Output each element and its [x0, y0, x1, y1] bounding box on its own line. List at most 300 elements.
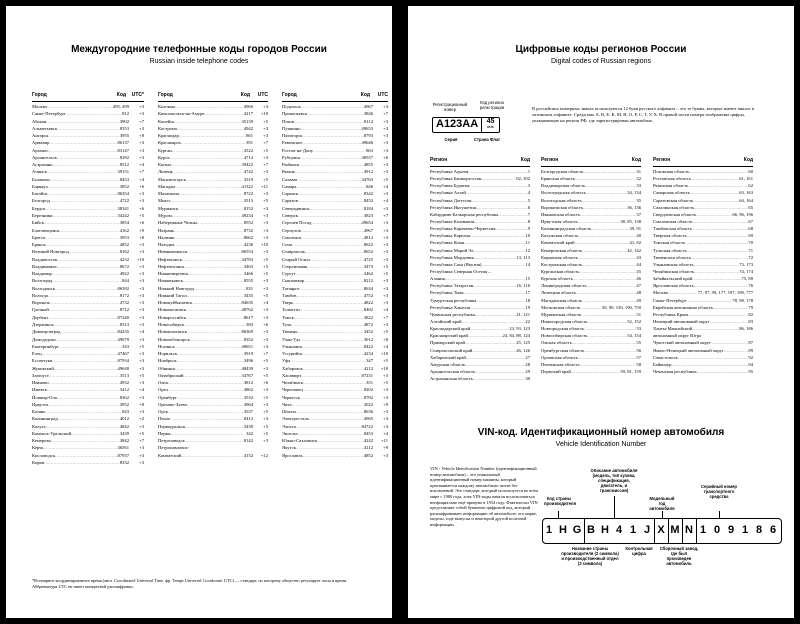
region-code: 74, 174: [739, 268, 753, 274]
phone-code-row: [158, 147, 268, 154]
region-code: 95: [748, 368, 753, 374]
region-column-3: [653, 157, 753, 382]
phone-code: 4234: [363, 351, 373, 357]
dot-leader: [587, 282, 637, 289]
phone-code: 49653: [361, 125, 373, 131]
dot-leader: [300, 154, 361, 161]
dot-leader: [44, 459, 120, 466]
region-code: 64, 164: [739, 197, 753, 203]
phone-code-row: [158, 379, 268, 386]
region-code-row: [541, 275, 641, 282]
region-name: Волгоградская область: [541, 190, 586, 196]
city-name: Новороссийск: [158, 314, 187, 320]
phone-code-row: [282, 103, 388, 110]
dot-leader: [468, 168, 527, 175]
phone-code: 4812: [363, 234, 373, 240]
phone-code: 87240: [117, 314, 129, 320]
phone-code-row: [32, 285, 144, 292]
city-name: Махачкала: [158, 191, 180, 197]
utc-offset: +3: [383, 169, 388, 175]
region-name: Калининградская область: [541, 226, 592, 232]
region-name: Нижегородская область: [541, 318, 588, 324]
region-name: Республика Хакасия: [430, 304, 470, 310]
region-code-row: [541, 268, 641, 275]
utc-offset: +3: [263, 169, 268, 175]
city-name: Стерлитамак: [282, 263, 308, 269]
region-code-row: [541, 354, 641, 361]
connector-line: [558, 511, 559, 518]
dot-leader: [299, 161, 364, 168]
region-code-row: [541, 311, 641, 318]
region-code-row: [430, 354, 530, 361]
dot-leader: [301, 125, 362, 132]
utc-offset: +3: [383, 227, 388, 233]
vin-character: 9: [727, 524, 735, 536]
region-code: 38, 85, 138: [620, 218, 641, 224]
phone-code: 3513: [119, 372, 129, 378]
region-code-row: [653, 282, 753, 289]
phone-code: 4732: [119, 300, 129, 306]
phone-code: 4742: [243, 169, 253, 175]
dot-leader: [168, 408, 244, 415]
phone-code-row: [158, 118, 268, 125]
region-code-row: [430, 297, 530, 304]
utc-offset: +3: [383, 423, 388, 429]
dot-leader: [481, 175, 516, 182]
dot-leader: [174, 227, 244, 234]
region-code: 23, 93, 123: [509, 326, 530, 332]
city-name: Рязань: [282, 169, 295, 175]
region-code-row: [541, 182, 641, 189]
phone-code-row: [282, 118, 388, 125]
dot-leader: [46, 118, 120, 125]
dot-leader: [303, 386, 364, 393]
city-name: Пермь: [158, 430, 171, 436]
region-code: 10: [525, 233, 530, 239]
city-name: Череповец: [282, 387, 303, 393]
dot-leader: [582, 197, 637, 204]
region-code-row: [430, 289, 530, 296]
city-name: Норильск: [158, 351, 178, 357]
utc-offset: +2: [139, 416, 144, 422]
phone-code: 3496: [243, 358, 253, 364]
city-name: Бийск: [32, 220, 44, 226]
dot-leader: [171, 197, 244, 204]
phone-code: 3852: [119, 183, 129, 189]
region-name: Свердловская область: [653, 211, 697, 217]
dot-leader: [584, 325, 636, 332]
region-name: Московская область: [541, 304, 581, 310]
phone-code-row: [158, 176, 268, 183]
phone-code-row: [32, 219, 144, 226]
phone-column-2: [158, 92, 268, 466]
city-name: Первоуральск: [158, 423, 186, 429]
region-name: Республика Карачаево-Черкессия: [430, 226, 496, 232]
dot-leader: [298, 430, 364, 437]
utc-offset: +3: [383, 452, 388, 458]
region-code-row: [541, 247, 641, 254]
city-name: Ангарск: [32, 133, 49, 139]
region-code: 3: [527, 183, 530, 189]
region-name: Самарская область: [653, 190, 690, 196]
region-code-row: [653, 318, 753, 325]
dot-leader: [301, 103, 364, 110]
plate-country-label: Страна Флаг: [473, 137, 501, 142]
dot-leader: [691, 254, 749, 261]
city-name: Пенза: [158, 416, 170, 422]
phone-code: 3463: [243, 263, 253, 269]
dot-leader: [304, 277, 364, 284]
utc-offset: +4: [139, 176, 144, 182]
region-code-row: [541, 304, 641, 311]
phone-code-row: [282, 248, 388, 255]
phone-code: 4217: [243, 111, 253, 117]
phone-code-row: [282, 227, 388, 234]
city-name: Великий Новгород: [32, 249, 69, 255]
phone-code: 4752: [363, 292, 373, 298]
region-name: Новосибирская область: [541, 333, 588, 339]
region-code: 51: [636, 311, 641, 317]
dot-leader: [587, 332, 627, 339]
phone-code: 84235: [117, 329, 129, 335]
dot-leader: [465, 361, 525, 368]
dot-leader: [473, 282, 516, 289]
region-name: Республика Марий Эл: [430, 247, 474, 253]
region-code-row: [653, 254, 753, 261]
region-name: Тульская область: [653, 247, 687, 253]
region-code: 83: [748, 318, 753, 324]
city-name: Астрахань: [32, 162, 53, 168]
city-name: Керчь: [32, 445, 44, 451]
phone-code-row: [158, 241, 268, 248]
phone-code-row: [282, 336, 388, 343]
dot-leader: [296, 423, 362, 430]
dot-leader: [49, 379, 120, 386]
phone-code: 3513: [243, 198, 253, 204]
phone-code: 3462: [363, 271, 373, 277]
city-name: Каменск-Уральский: [32, 430, 72, 436]
phone-code: 351: [366, 380, 373, 386]
dot-leader: [579, 268, 636, 275]
phone-code: 49679: [117, 336, 129, 342]
utc-offset: +3: [139, 394, 144, 400]
city-name: Златоуст: [32, 372, 49, 378]
dot-leader: [690, 189, 739, 196]
plate-series-label: Серия: [444, 137, 458, 142]
phone-code-row: [282, 176, 388, 183]
city-name: Рубцовск: [282, 154, 301, 160]
city-name: Уссурийск: [282, 351, 303, 357]
phone-column-1: [32, 92, 144, 466]
dot-leader: [685, 239, 748, 246]
city-name: Елец: [32, 351, 42, 357]
phone-code: 3466: [243, 271, 253, 277]
region-name: Ставропольский край: [430, 347, 473, 353]
dot-leader: [470, 232, 525, 239]
dot-leader: [466, 354, 526, 361]
region-name: Республика Мордовия: [430, 254, 474, 260]
phone-code: 3854: [119, 220, 129, 226]
city-name: Нижневартовск: [158, 271, 189, 277]
dot-leader: [57, 256, 120, 263]
region-name: Республика Башкортостан: [430, 176, 482, 182]
phone-code: 8332: [119, 460, 129, 466]
dot-leader: [298, 197, 364, 204]
utc-offset: +3: [383, 133, 388, 139]
region-name: Ленинградская область: [541, 283, 587, 289]
utc-offset: +4: [263, 300, 268, 306]
region-code: 57: [636, 354, 641, 360]
region-code-row: [430, 247, 530, 254]
phone-code: 844: [122, 278, 129, 284]
dot-leader: [496, 225, 528, 232]
utc-offset: +7: [383, 111, 388, 117]
city-name: Екатеринбург: [32, 343, 59, 349]
region-list-2: [541, 168, 641, 375]
dot-leader: [69, 248, 120, 255]
city-name: Архангельск: [32, 154, 57, 160]
phone-code-row: [158, 190, 268, 197]
utc-offset: +5: [263, 394, 268, 400]
dot-leader: [303, 350, 364, 357]
phone-code: 8184: [363, 205, 373, 211]
phone-code: 34767: [241, 372, 253, 378]
region-name: Ростовская область: [653, 176, 691, 182]
dot-leader: [689, 168, 748, 175]
region-code-row: [653, 197, 753, 204]
region-name: Хабаровский край: [430, 354, 466, 360]
phone-code: 3952: [119, 401, 129, 407]
city-name: Ростов-на-Дону: [282, 147, 314, 153]
dot-leader: [52, 357, 117, 364]
region-code: 34, 134: [627, 190, 641, 196]
utc-offset: +5: [139, 430, 144, 436]
phone-code-row: [158, 350, 268, 357]
phone-code: 3537: [243, 409, 253, 415]
utc-offset: +3: [383, 205, 388, 211]
utc-offset: +3: [139, 278, 144, 284]
dot-leader: [49, 306, 120, 313]
region-code-row: [541, 361, 641, 368]
phone-code-row: [282, 299, 388, 306]
dot-leader: [186, 314, 244, 321]
vin-character: 1: [545, 524, 553, 536]
region-code: 43: [636, 254, 641, 260]
dot-leader: [175, 103, 244, 110]
region-code-row: [430, 261, 530, 268]
utc-offset: +3: [263, 125, 268, 131]
phone-code: 47467: [117, 351, 129, 357]
phone-code: 34763: [361, 176, 373, 182]
phone-code-row: [282, 147, 388, 154]
city-name: Улан-Удэ: [282, 336, 301, 342]
phone-code-row: [282, 285, 388, 292]
phone-code-row: [282, 270, 388, 277]
right-page: [408, 6, 794, 618]
region-code: 13, 113: [516, 254, 530, 260]
dot-leader: [47, 190, 117, 197]
phone-code: 3022: [363, 401, 373, 407]
dot-leader: [573, 275, 637, 282]
city-name: Вологда: [32, 292, 48, 298]
city-name: Кисловодск: [32, 452, 56, 458]
utc-offset: +3: [139, 111, 144, 117]
utc-offset: +3: [263, 220, 268, 226]
dot-leader: [290, 357, 366, 364]
dot-leader: [46, 423, 120, 430]
phone-code-row: [282, 263, 388, 270]
region-name: Пензенская область: [541, 361, 580, 367]
city-name: Дербент: [32, 314, 49, 320]
city-name: Волгодонск: [32, 285, 55, 291]
phone-code: 3439: [119, 430, 129, 436]
utc-offset: +3: [263, 227, 268, 233]
region-code: 46: [636, 276, 641, 282]
dot-leader: [42, 350, 118, 357]
city-name: Саранск: [282, 191, 299, 197]
phone-code: 8672: [119, 263, 129, 269]
phone-code: 8453: [363, 430, 373, 436]
dot-leader: [55, 452, 117, 459]
phone-code-row: [158, 197, 268, 204]
city-name: Хасавюрт: [282, 372, 302, 378]
region-code: 59, 81, 159: [620, 368, 641, 374]
dot-leader: [178, 205, 244, 212]
dot-leader: [296, 270, 364, 277]
dot-leader: [692, 325, 739, 332]
utc-offset: +3: [263, 133, 268, 139]
dot-leader: [186, 176, 244, 183]
dot-leader: [298, 190, 364, 197]
region-name: Орловская область: [541, 354, 578, 360]
city-name: Якутск: [282, 445, 296, 451]
dot-leader: [470, 325, 509, 332]
city-name: Новокуйбышевск: [158, 300, 193, 306]
dot-leader: [474, 254, 517, 261]
city-name: Сыктывкар: [282, 278, 305, 284]
phone-code-row: [282, 350, 388, 357]
dot-leader: [580, 304, 602, 311]
city-name: Димитровград: [32, 329, 61, 335]
city-name: Новосибирск: [158, 321, 185, 327]
utc-offset: +8: [139, 401, 144, 407]
region-name: Томская область: [653, 240, 686, 246]
city-name: Магнитогорск: [158, 176, 186, 182]
city-name: Тверь: [282, 300, 294, 306]
region-name: Костромская область: [541, 261, 583, 267]
region-code-row: [430, 332, 530, 339]
phone-code: 4855: [363, 162, 373, 168]
phone-code: 8452: [363, 198, 373, 204]
phone-code: 49654: [361, 220, 373, 226]
region-code-row: [430, 368, 530, 375]
phone-code-row: [158, 401, 268, 408]
region-code-row: [430, 282, 530, 289]
vin-character: J: [643, 524, 651, 536]
dot-leader: [476, 297, 525, 304]
plate-main: A123AA: [436, 118, 479, 130]
region-name: Ханты-Мансийский: [653, 326, 693, 332]
dot-leader: [473, 375, 526, 382]
phone-code: 8422: [363, 343, 373, 349]
city-name: Челябинск: [282, 380, 303, 386]
phone-code-row: [32, 139, 144, 146]
utc-offset: +3: [383, 394, 388, 400]
region-code-row: [541, 218, 641, 225]
region-name: Ямало-Ненецкий автономный округ: [653, 347, 724, 353]
city-name: Брянск: [32, 242, 46, 248]
region-code: 15: [525, 276, 530, 282]
phone-code-row: [32, 132, 144, 139]
dot-leader: [575, 239, 630, 246]
dot-leader: [185, 263, 244, 270]
region-code-row: [653, 211, 753, 218]
dot-leader: [578, 354, 637, 361]
region-code-row: [653, 168, 753, 175]
phone-code-row: [32, 328, 144, 335]
dot-leader: [204, 110, 243, 117]
dot-leader: [294, 314, 364, 321]
region-code-row: [653, 239, 753, 246]
utc-offset: +3: [383, 372, 388, 378]
dot-leader: [296, 408, 364, 415]
phone-code-row: [158, 365, 268, 372]
phone-code-row: [282, 415, 388, 422]
city-name: Ногинск: [158, 343, 175, 349]
dot-leader: [464, 239, 525, 246]
phone-code-row: [32, 248, 144, 255]
phone-code: 8162: [119, 249, 129, 255]
city-name: Черкесск: [282, 394, 300, 400]
region-name: Смоленская область: [653, 218, 693, 224]
phone-code-row: [158, 299, 268, 306]
dot-leader: [578, 232, 636, 239]
utc-offset: +9: [139, 227, 144, 233]
phone-code: 49648: [117, 365, 129, 371]
region-code: 17: [525, 290, 530, 296]
utc-offset: +5: [263, 423, 268, 429]
utc-offset: +5: [139, 212, 144, 218]
utc-offset: +3: [139, 409, 144, 415]
vin-character: H: [559, 524, 567, 536]
phone-code: 8512: [119, 162, 129, 168]
utc-offset: +7: [139, 118, 144, 124]
region-name: Липецкая область: [541, 290, 576, 296]
phone-code: 8313: [119, 321, 129, 327]
region-code-row: [541, 175, 641, 182]
utc-offset: +3: [139, 154, 144, 160]
dot-leader: [296, 444, 364, 451]
city-name: Сочи: [282, 242, 293, 248]
region-code-row: [653, 175, 753, 182]
phone-list-1: [32, 103, 144, 466]
dot-leader: [170, 415, 244, 422]
utc-offset: +7: [383, 314, 388, 320]
region-column-1: [430, 157, 530, 382]
dot-leader: [697, 368, 749, 375]
region-name: Курганская область: [541, 268, 580, 274]
phone-code-row: [282, 154, 388, 161]
dot-leader: [175, 183, 242, 190]
region-name: Владимирская область: [541, 183, 586, 189]
utc-offset: +3: [139, 147, 144, 153]
utc-offset: +5: [263, 198, 268, 204]
region-code: 75, 80: [741, 276, 753, 282]
region-name: Республика Бурятия: [430, 183, 470, 189]
utc-offset: +3: [383, 234, 388, 240]
phone-code: 4967: [363, 227, 373, 233]
region-code: 56: [636, 347, 641, 353]
